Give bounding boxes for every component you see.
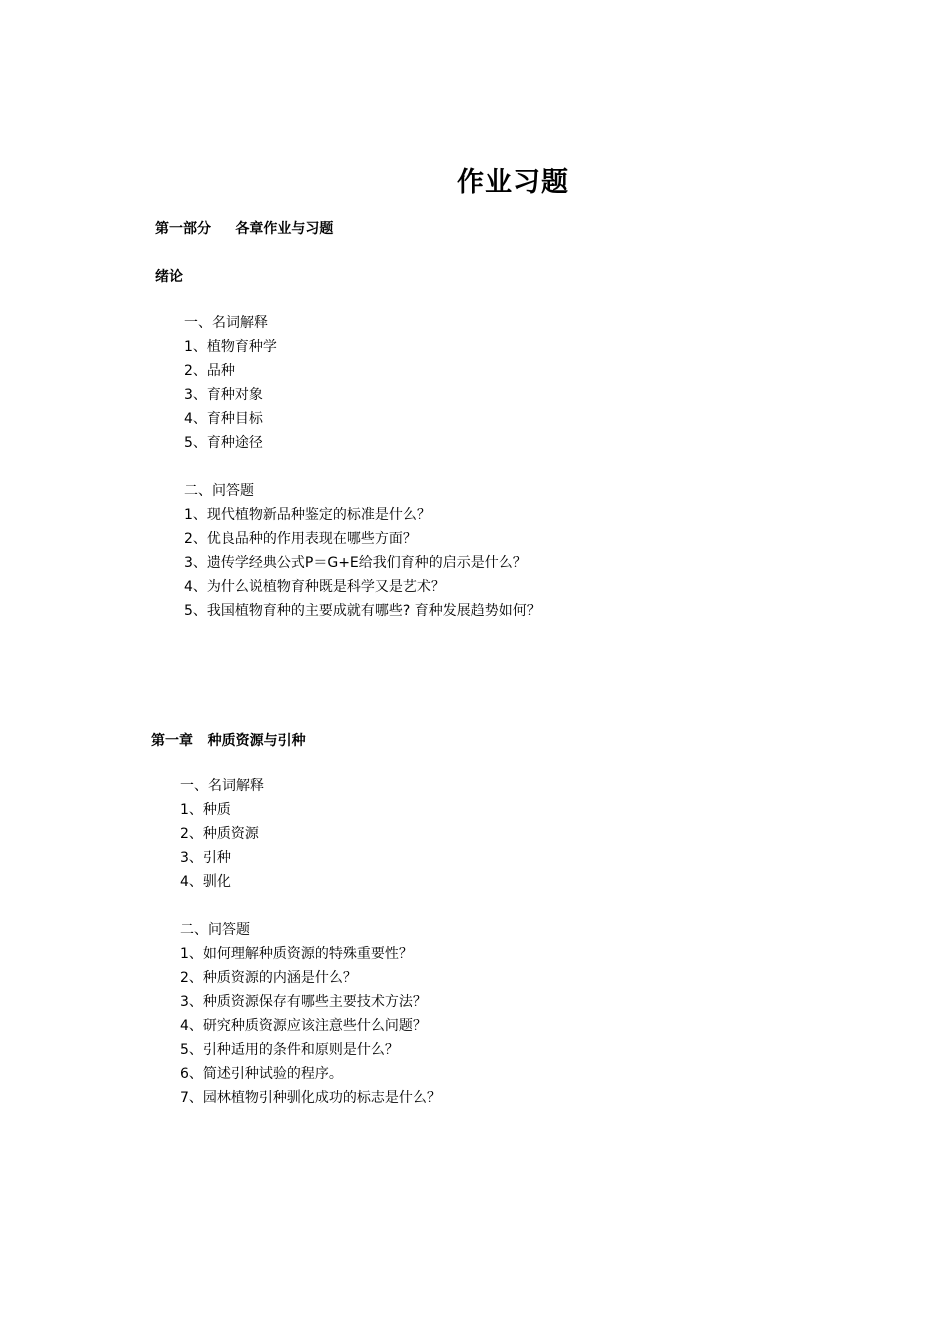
chapter1-question-item: 2、种质资源的内涵是什么？ [180, 970, 357, 986]
intro-term-item: 5、育种途径 [184, 435, 263, 451]
chapter1-term-item: 4、驯化 [180, 874, 231, 890]
chapter1-question-item: 1、如何理解种质资源的特殊重要性？ [180, 946, 413, 962]
intro-heading: 绪论 [155, 269, 183, 285]
intro-question-item: 1、现代植物新品种鉴定的标准是什么？ [184, 507, 431, 523]
chapter1-question-item: 4、研究种质资源应该注意些什么问题？ [180, 1018, 427, 1034]
chapter1-terms-section [180, 774, 264, 894]
intro-question-item: 3、遗传学经典公式P＝G+E给我们育种的启示是什么？ [184, 555, 527, 571]
intro-terms-title: 一、名词解释 [184, 315, 268, 331]
intro-questions-title: 二、问答题 [184, 483, 254, 499]
intro-question-item: 2、优良品种的作用表现在哪些方面？ [184, 531, 417, 547]
chapter1-heading: 第一章 种质资源与引种 [151, 733, 306, 749]
chapter1-term-item: 3、引种 [180, 850, 231, 866]
intro-question-item: 5、我国植物育种的主要成就有哪些? 育种发展趋势如何？ [184, 603, 541, 619]
chapter1-question-item: 6、简述引种试验的程序。 [180, 1066, 343, 1082]
intro-question-item: 4、为什么说植物育种既是科学又是艺术？ [184, 579, 445, 595]
intro-term-item: 3、育种对象 [184, 387, 263, 403]
part-heading: 第一部分 各章作业与习题 [155, 221, 334, 237]
intro-term-item: 1、植物育种学 [184, 339, 277, 355]
intro-term-item: 2、品种 [184, 363, 235, 379]
intro-questions-section [184, 479, 541, 623]
chapter1-question-item: 3、种质资源保存有哪些主要技术方法？ [180, 994, 427, 1010]
chapter1-questions-section [180, 918, 441, 1110]
chapter1-questions-title: 二、问答题 [180, 922, 250, 938]
intro-term-item: 4、育种目标 [184, 411, 263, 427]
page-title: 作业习题 [457, 167, 569, 198]
chapter1-term-item: 2、种质资源 [180, 826, 259, 842]
chapter1-question-item: 7、园林植物引种驯化成功的标志是什么？ [180, 1090, 441, 1106]
chapter1-terms-title: 一、名词解释 [180, 778, 264, 794]
chapter1-question-item: 5、引种适用的条件和原则是什么？ [180, 1042, 399, 1058]
chapter1-term-item: 1、种质 [180, 802, 231, 818]
intro-terms-section [184, 311, 277, 455]
